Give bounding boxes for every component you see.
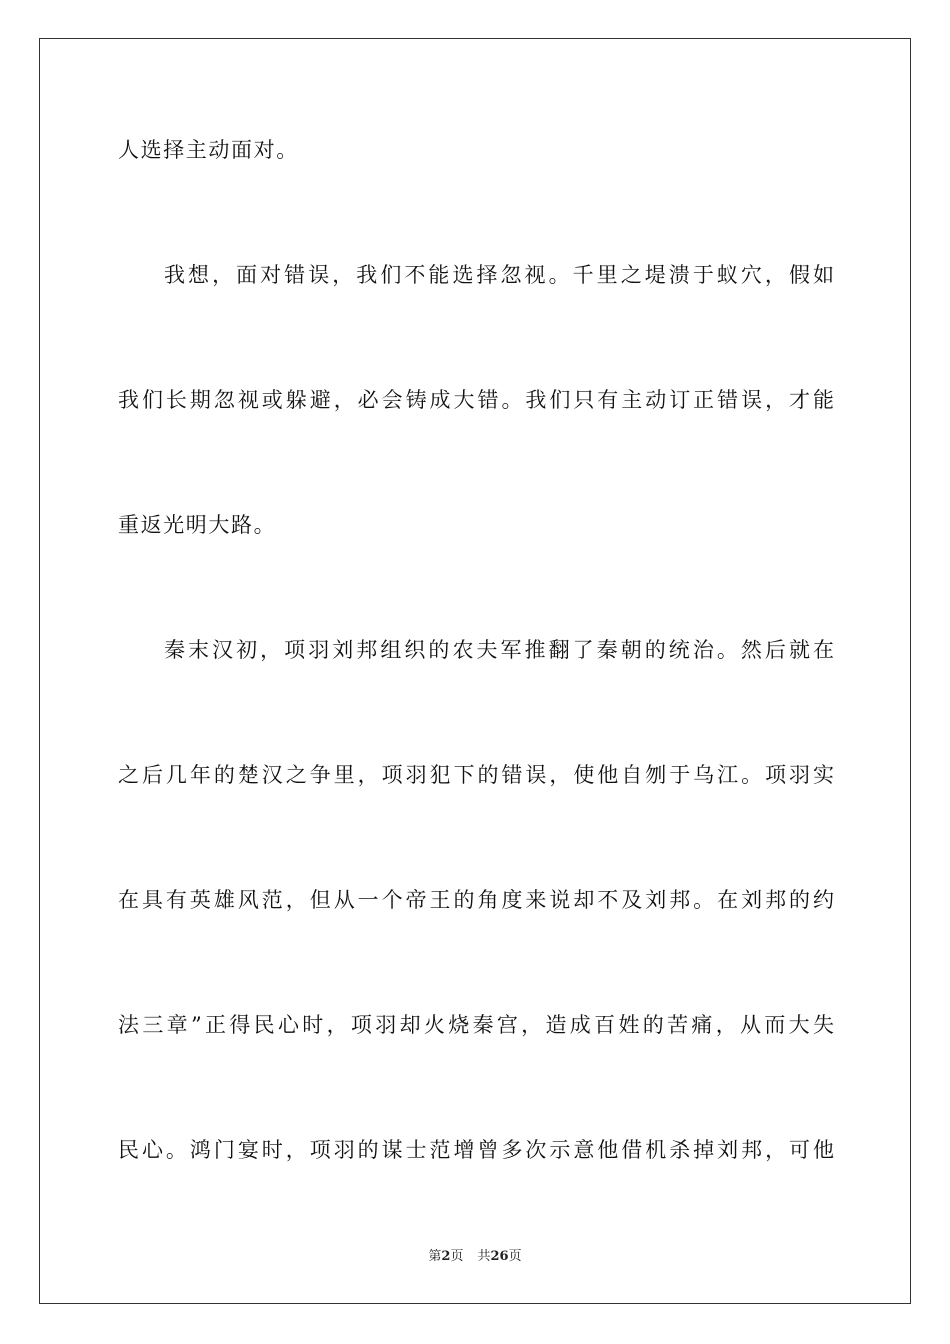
total-prefix: 共 (477, 1249, 491, 1264)
text-line-4: 重返光明大路。 (118, 513, 277, 537)
page-footer (0, 1248, 950, 1266)
text-line-6: 之后几年的楚汉之争里，项羽犯下的错误，使他自刎于乌江。项羽实 (118, 763, 834, 787)
text-line-9: 民心。鸿门宴时，项羽的谋士范增曾多次示意他借机杀掉刘邦，可他 (118, 1138, 834, 1162)
text-line-1: 人选择主动面对。 (118, 138, 299, 162)
total-pages-number: 26 (490, 1249, 509, 1264)
text-line-2: 我想，面对错误，我们不能选择忽视。千里之堤溃于蚁穴，假如 (164, 263, 834, 287)
text-line-7: 在具有英雄风范，但从一个帝王的角度来说却不及刘邦。在刘邦的约 (118, 888, 834, 912)
text-line-3: 我们长期忽视或躲避，必会铸成大错。我们只有主动订正错误，才能 (118, 388, 834, 412)
current-page-number: 2 (441, 1249, 451, 1264)
page-prefix: 第 (428, 1249, 442, 1264)
total-suffix: 页 (508, 1249, 522, 1264)
text-line-8: 法三章”正得民心时，项羽却火烧秦宫，造成百姓的苦痛，从而大失 (118, 1013, 834, 1037)
page-suffix: 页 (450, 1249, 464, 1264)
page-border (39, 38, 911, 1304)
text-line-5: 秦末汉初，项羽刘邦组织的农夫军推翻了秦朝的统治。然后就在 (164, 638, 834, 662)
